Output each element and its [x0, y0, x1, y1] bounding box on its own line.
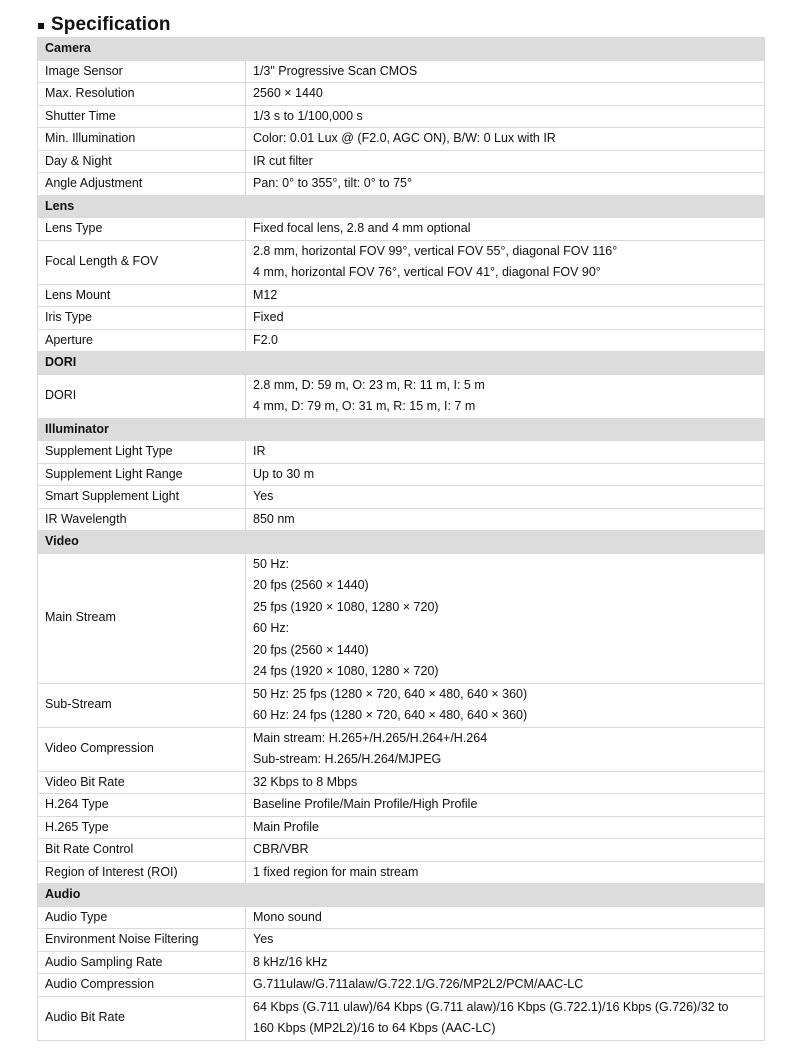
- spec-row: [38, 553, 765, 683]
- spec-value-cell: [246, 83, 765, 106]
- spec-value: Color: 0.01 Lux @ (F2.0, AGC ON), B/W: 0 Lux with IR: [253, 131, 556, 145]
- spec-row: [38, 794, 765, 817]
- spec-value-cell: [246, 486, 765, 509]
- spec-value: 2.8 mm, D: 59 m, O: 23 m, R: 11 m, I: 5 m: [253, 377, 485, 392]
- spec-value: M12: [253, 287, 278, 302]
- spec-value: Pan: 0° to 355°, tilt: 0° to 75°: [253, 176, 412, 190]
- spec-row: [38, 929, 765, 952]
- spec-value-cell: [246, 906, 765, 929]
- spec-value: 50 Hz: 25 fps (1280 × 720, 640 × 480, 640 × 360): [253, 686, 528, 701]
- spec-row: [38, 816, 765, 839]
- spec-row: [38, 307, 765, 330]
- spec-value-cell: [246, 150, 765, 173]
- spec-row: [38, 727, 765, 771]
- spec-value: Fixed: [253, 310, 284, 324]
- section-header-row: [38, 884, 765, 907]
- spec-row: [38, 508, 765, 531]
- spec-value-cell: [246, 839, 765, 862]
- spec-row: [38, 128, 765, 151]
- spec-label: Audio Type: [38, 906, 246, 929]
- spec-value: 1/3" Progressive Scan CMOS: [253, 63, 418, 78]
- spec-label: Bit Rate Control: [38, 839, 246, 862]
- spec-value-cell: [246, 329, 765, 352]
- spec-label: Min. Illumination: [38, 128, 246, 151]
- spec-label: H.265 Type: [38, 816, 246, 839]
- spec-value: 60 Hz:: [253, 621, 290, 635]
- spec-label: Video Compression: [38, 727, 246, 771]
- spec-row: [38, 463, 765, 486]
- spec-row: [38, 839, 765, 862]
- spec-row: [38, 240, 765, 284]
- section-title: Video: [38, 531, 765, 554]
- spec-value-cell: [246, 861, 765, 884]
- spec-row: [38, 906, 765, 929]
- spec-value-cell: [246, 727, 765, 771]
- section-title: Lens: [38, 195, 765, 218]
- specification-table-body: [38, 38, 765, 1041]
- spec-label: Region of Interest (ROI): [38, 861, 246, 884]
- spec-label: Day & Night: [38, 150, 246, 173]
- spec-value-cell: [246, 553, 765, 683]
- specification-table: [37, 37, 765, 1041]
- spec-title-row: [38, 12, 171, 38]
- spec-value: 60 Hz: 24 fps (1280 × 720, 640 × 480, 640 × 360): [253, 708, 528, 722]
- spec-label: Audio Bit Rate: [38, 996, 246, 1040]
- spec-value-cell: [246, 996, 765, 1040]
- section-header-row: [38, 38, 765, 61]
- section-header-row: [38, 418, 765, 441]
- spec-row: [38, 771, 765, 794]
- spec-value-cell: [246, 951, 765, 974]
- spec-value-cell: [246, 771, 765, 794]
- spec-label: Main Stream: [38, 553, 246, 683]
- spec-row: [38, 486, 765, 509]
- spec-row: [38, 218, 765, 241]
- spec-row: [38, 284, 765, 307]
- section-title: Illuminator: [38, 418, 765, 441]
- spec-row: [38, 83, 765, 106]
- spec-label: Focal Length & FOV: [38, 240, 246, 284]
- section-header-row: [38, 352, 765, 375]
- spec-label: Angle Adjustment: [38, 173, 246, 196]
- spec-label: Lens Mount: [38, 284, 246, 307]
- spec-value-cell: [246, 105, 765, 128]
- spec-value-cell: [246, 794, 765, 817]
- spec-value-cell: [246, 173, 765, 196]
- section-header-row: [38, 531, 765, 554]
- spec-label: Environment Noise Filtering: [38, 929, 246, 952]
- spec-value: IR cut filter: [253, 153, 313, 168]
- spec-value: F2.0: [253, 332, 279, 347]
- spec-value-cell: [246, 218, 765, 241]
- spec-label: Audio Compression: [38, 974, 246, 997]
- spec-label: Supplement Light Range: [38, 463, 246, 486]
- spec-value: 2.8 mm, horizontal FOV 99°, vertical FOV 55°, diagonal FOV 116°: [253, 243, 618, 258]
- spec-row: [38, 173, 765, 196]
- spec-label: Aperture: [38, 329, 246, 352]
- square-bullet-icon: [38, 23, 44, 29]
- spec-value: Mono sound: [253, 909, 322, 924]
- spec-value: IR: [253, 444, 266, 458]
- spec-value: Baseline Profile/Main Profile/High Profile: [253, 797, 478, 811]
- spec-value: Sub-stream: H.265/H.264/MJPEG: [253, 752, 442, 766]
- section-title: Camera: [38, 38, 765, 61]
- page-title: Specification: [51, 14, 171, 35]
- spec-label: Lens Type: [38, 218, 246, 241]
- spec-value-cell: [246, 374, 765, 418]
- spec-value-cell: [246, 307, 765, 330]
- spec-label: Sub-Stream: [38, 683, 246, 727]
- section-title: Audio: [38, 884, 765, 907]
- spec-value: 32 Kbps to 8 Mbps: [253, 774, 358, 789]
- spec-value: Fixed focal lens, 2.8 and 4 mm optional: [253, 221, 471, 235]
- spec-row: [38, 60, 765, 83]
- spec-row: [38, 329, 765, 352]
- spec-value-cell: [246, 284, 765, 307]
- spec-row: [38, 374, 765, 418]
- spec-value: 160 Kbps (MP2L2)/16 to 64 Kbps (AAC-LC): [253, 1021, 496, 1035]
- spec-value: 1/3 s to 1/100,000 s: [253, 108, 363, 123]
- spec-label: DORI: [38, 374, 246, 418]
- spec-value: CBR/VBR: [253, 842, 309, 856]
- spec-value-cell: [246, 463, 765, 486]
- section-title: DORI: [38, 352, 765, 375]
- spec-value: 25 fps (1920 × 1080, 1280 × 720): [253, 599, 439, 614]
- spec-value: 64 Kbps (G.711 ulaw)/64 Kbps (G.711 alaw)/16 Kbps (G.722.1)/16 Kbps (G.726)/32 to: [253, 999, 729, 1014]
- spec-label: Image Sensor: [38, 60, 246, 83]
- spec-row: [38, 105, 765, 128]
- spec-value: 2560 × 1440: [253, 86, 323, 100]
- spec-label: H.264 Type: [38, 794, 246, 817]
- spec-value: 4 mm, D: 79 m, O: 31 m, R: 15 m, I: 7 m: [253, 399, 476, 413]
- spec-label: Iris Type: [38, 307, 246, 330]
- spec-value-cell: [246, 240, 765, 284]
- spec-value: Up to 30 m: [253, 466, 315, 481]
- spec-value: 1 fixed region for main stream: [253, 864, 419, 879]
- spec-value: 50 Hz:: [253, 556, 290, 571]
- spec-label: Video Bit Rate: [38, 771, 246, 794]
- spec-value: 24 fps (1920 × 1080, 1280 × 720): [253, 664, 439, 678]
- spec-value-cell: [246, 929, 765, 952]
- spec-value: 20 fps (2560 × 1440): [253, 578, 369, 592]
- spec-value: Main Profile: [253, 819, 319, 834]
- section-header-row: [38, 195, 765, 218]
- spec-value-cell: [246, 128, 765, 151]
- spec-label: Supplement Light Type: [38, 441, 246, 464]
- spec-label: Audio Sampling Rate: [38, 951, 246, 974]
- spec-value: G.711ulaw/G.711alaw/G.722.1/G.726/MP2L2/PCM/AAC-LC: [253, 977, 584, 991]
- spec-label: IR Wavelength: [38, 508, 246, 531]
- spec-value-cell: [246, 441, 765, 464]
- spec-value-cell: [246, 816, 765, 839]
- spec-row: [38, 951, 765, 974]
- spec-row: [38, 441, 765, 464]
- spec-row: [38, 861, 765, 884]
- spec-label: Shutter Time: [38, 105, 246, 128]
- spec-row: [38, 683, 765, 727]
- spec-value-cell: [246, 508, 765, 531]
- spec-row: [38, 974, 765, 997]
- spec-label: Max. Resolution: [38, 83, 246, 106]
- spec-label: Smart Supplement Light: [38, 486, 246, 509]
- spec-value-cell: [246, 974, 765, 997]
- spec-value: 850 nm: [253, 511, 295, 526]
- spec-value-cell: [246, 683, 765, 727]
- spec-row: [38, 996, 765, 1040]
- spec-value: Main stream: H.265+/H.265/H.264+/H.264: [253, 730, 488, 745]
- spec-value: Yes: [253, 932, 274, 946]
- spec-value: 4 mm, horizontal FOV 76°, vertical FOV 41°, diagonal FOV 90°: [253, 265, 601, 279]
- spec-value: Yes: [253, 489, 274, 503]
- spec-value-cell: [246, 60, 765, 83]
- spec-row: [38, 150, 765, 173]
- spec-value: 8 kHz/16 kHz: [253, 954, 328, 969]
- spec-value: 20 fps (2560 × 1440): [253, 642, 369, 657]
